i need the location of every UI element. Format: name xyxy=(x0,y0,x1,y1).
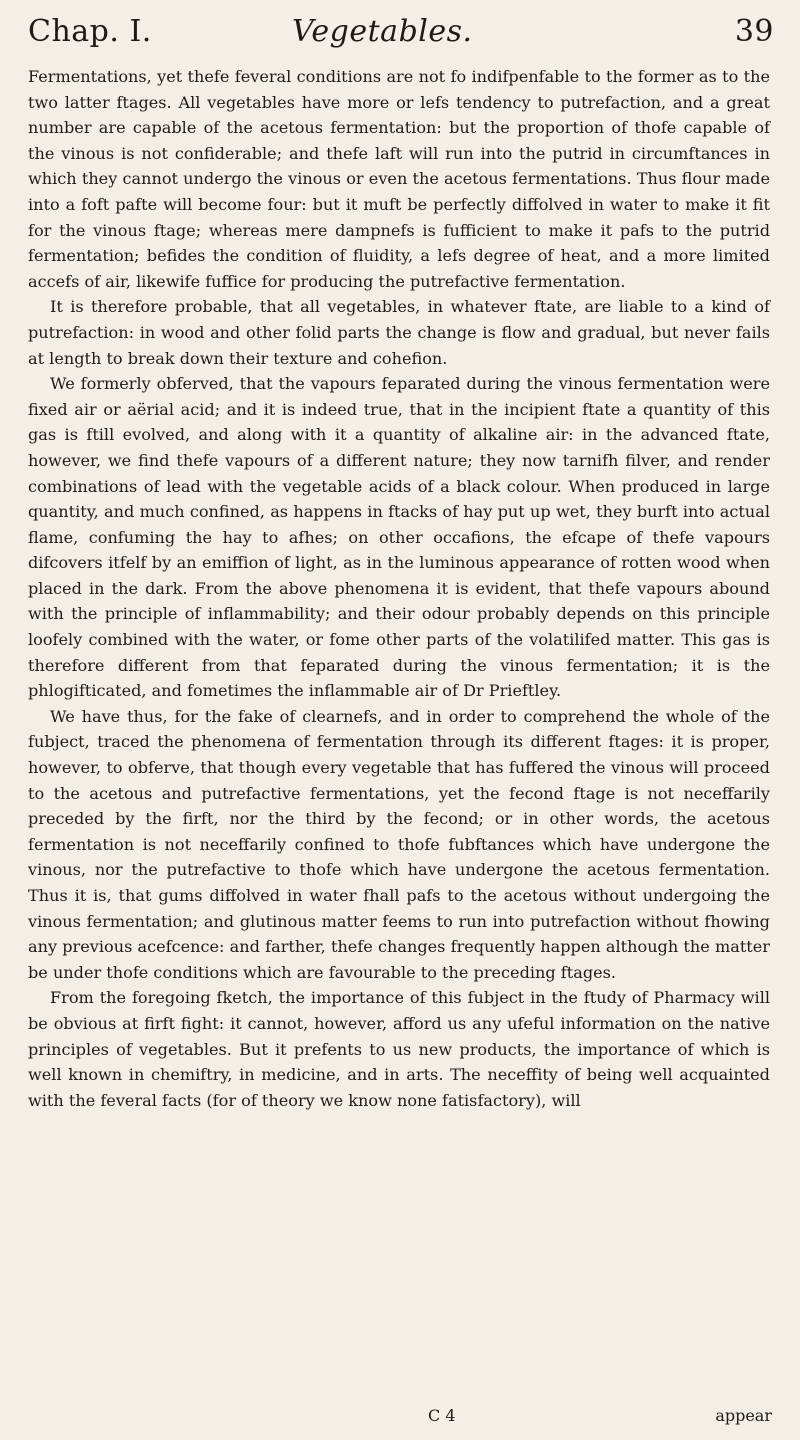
paragraph-4: We have thus, for the fake of clearnefs, and in order to comprehend the whole of the fubject, traced the phenomena of fermentation through its different ftages: it is proper, however, to obferve, that though every vegetable that has fuffered the vinous will proceed to the acetous and putrefactive fermentations, yet the fecond ftage is not neceffarily preceded by the firft, nor the third by the fecond; or in other words, the acetous fermentation is not neceffarily confined to thofe fubftances which have undergone the vinous, nor the putrefactive to thofe which have undergone the acetous fermentation. Thus it is, that gums diffolved in water fhall pafs to the acetous without undergoing the vinous fermentation; and glutinous matter feems to run into putrefaction without fhowing any previous acefcence: and farther, thefe changes frequently happen although the matter be under thofe conditions which are favourable to the preceding ftages. xyxy=(28,706,770,982)
running-header xyxy=(28,14,774,64)
catchword: appear xyxy=(715,1406,772,1425)
page-number: 39 xyxy=(734,14,774,49)
paragraph-1: Fermentations, yet thefe feveral conditions are not fo indifpenfable to the former as to the two latter ftages. All vegetables have more or lefs tendency to putrefaction, and a great number are capable of the acetous fermentation: but the proportion of thofe capable of the vinous is not confiderable; and thefe laft will run into the putrid in circumftances in which they cannot undergo the vinous or even the acetous fermentations. Thus flour made into a foft pafte will become four: but it muft be perfectly diffolved in water to make it fit for the vinous ftage; whereas mere dampnefs is fufficient to make it pafs to the putrid fermentation; befides the condition of fluidity, a lefs degree of heat, and a more limited accefs of air, likewife fuffice for producing the putrefactive fermentation. xyxy=(28,67,770,291)
signature-mark: C 4 xyxy=(428,1406,456,1425)
chapter-label: Chap. I. xyxy=(28,14,152,49)
running-title: Vegetables. xyxy=(292,14,473,49)
paragraph-2: It is therefore probable, that all vegetables, in whatever ftate, are liable to a kind of putrefaction: in wood and other folid parts the change is flow and gradual, but never fails at length to break down their texture and cohefion. xyxy=(28,297,770,368)
page-footer xyxy=(0,1406,800,1436)
body-text xyxy=(28,64,770,1113)
paragraph-3: We formerly obferved, that the vapours feparated during the vinous fermentation were fixed air or aërial acid; and it is indeed true, that in the incipient ftate a quantity of this gas is ftill evolved, and along with it a quantity of alkaline air: in the advanced ftate, however, we find thefe vapours of a different nature; they now tarnifh filver, and render combinations of lead with the vegetable acids of a black colour. When produced in large quantity, and much confined, as happens in ftacks of hay put up wet, they burft into actual flame, confuming the hay to afhes; on other occafions, the efcape of thefe vapours difcovers itfelf by an emiffion of light, as in the luminous appearance of rotten wood when placed in the dark. From the above phenomena it is evident, that thefe vapours abound with the principle of inflammability; and their odour probably depends on this principle loofely combined with the water, or fome other parts of the volatilifed matter. This gas is therefore different from that feparated during the vinous fermentation; it is the phlogifticated, and fometimes the inflammable air of Dr Prieftley. xyxy=(28,374,770,701)
paragraph-5: From the foregoing fketch, the importance of this fubject in the ftudy of Pharmacy will be obvious at firft fight: it cannot, however, afford us any ufeful information on the native principles of vegetables. But it prefents to us new products, the importance of which is well known in chemiftry, in medicine, and in arts. The neceffity of being well acquainted with the feveral facts (for of theory we know none fatisfactory), will xyxy=(28,988,770,1110)
